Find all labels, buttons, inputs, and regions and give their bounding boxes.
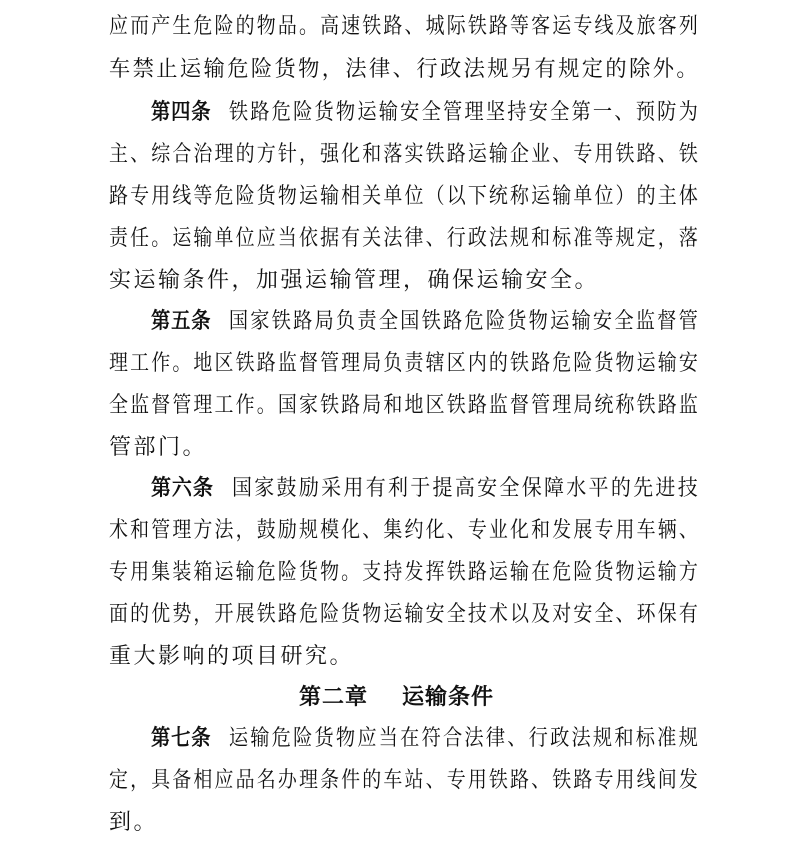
article-7-line-3: 到。: [109, 810, 159, 835]
article-7-text-1: 运输危险货物应当在符合法律、行政法规和标准规: [228, 726, 700, 751]
article-5-line-2: 理工作。地区铁路监督管理局负责辖区内的铁路危险货物运输安: [109, 351, 700, 376]
intro-line-2: 车禁止运输危险货物，法律、行政法规另有规定的除外。: [109, 57, 700, 82]
intro-line-1: 应而产生危险的物品。高速铁路、城际铁路等客运专线及旅客列: [109, 14, 700, 39]
article-7-line-2: 定，具备相应品名办理条件的车站、专用铁路、铁路专用线间发: [109, 768, 700, 793]
article-4-line-1: [151, 98, 700, 128]
article-7-label: 第七条: [151, 726, 212, 751]
article-6-line-1: [151, 474, 700, 504]
article-5-label: 第五条: [151, 309, 212, 334]
article-5-line-4: 管部门。: [109, 435, 208, 460]
chapter-title: 运输条件: [402, 685, 495, 710]
chapter-number: 第二章: [298, 685, 368, 710]
article-6-line-2: 术和管理方法，鼓励规模化、集约化、专业化和发展专用车辆、: [109, 518, 700, 543]
article-4-line-4: 责任。运输单位应当依据有关法律、行政法规和标准等规定，落: [109, 226, 700, 251]
article-6-line-4: 面的优势，开展铁路危险货物运输安全技术以及对安全、环保有: [109, 602, 700, 627]
article-7-line-1: [151, 724, 700, 754]
article-6-text-1: 国家鼓励采用有利于提高安全保障水平的先进技: [231, 476, 700, 501]
article-4-line-2: 主、综合治理的方针，强化和落实铁路运输企业、专用铁路、铁: [109, 142, 700, 167]
article-6-label: 第六条: [151, 476, 214, 501]
article-4-text-1: 铁路危险货物运输安全管理坚持安全第一、预防为: [228, 100, 700, 125]
article-6-line-5: 重大影响的项目研究。: [109, 644, 355, 669]
chapter-heading: [0, 683, 793, 713]
article-6-line-3: 专用集装箱运输危险货物。支持发挥铁路运输在危险货物运输方: [109, 560, 700, 585]
article-4-label: 第四条: [151, 100, 212, 125]
article-5-line-3: 全监督管理工作。国家铁路局和地区铁路监督管理局统称铁路监: [109, 393, 700, 418]
article-4-line-5: 实运输条件，加强运输管理，确保运输安全。: [109, 268, 600, 293]
article-5-line-1: [151, 307, 700, 337]
article-5-text-1: 国家铁路局负责全国铁路危险货物运输安全监督管: [228, 309, 700, 334]
article-4-line-3: 路专用线等危险货物运输相关单位（以下统称运输单位）的主体: [109, 184, 700, 209]
